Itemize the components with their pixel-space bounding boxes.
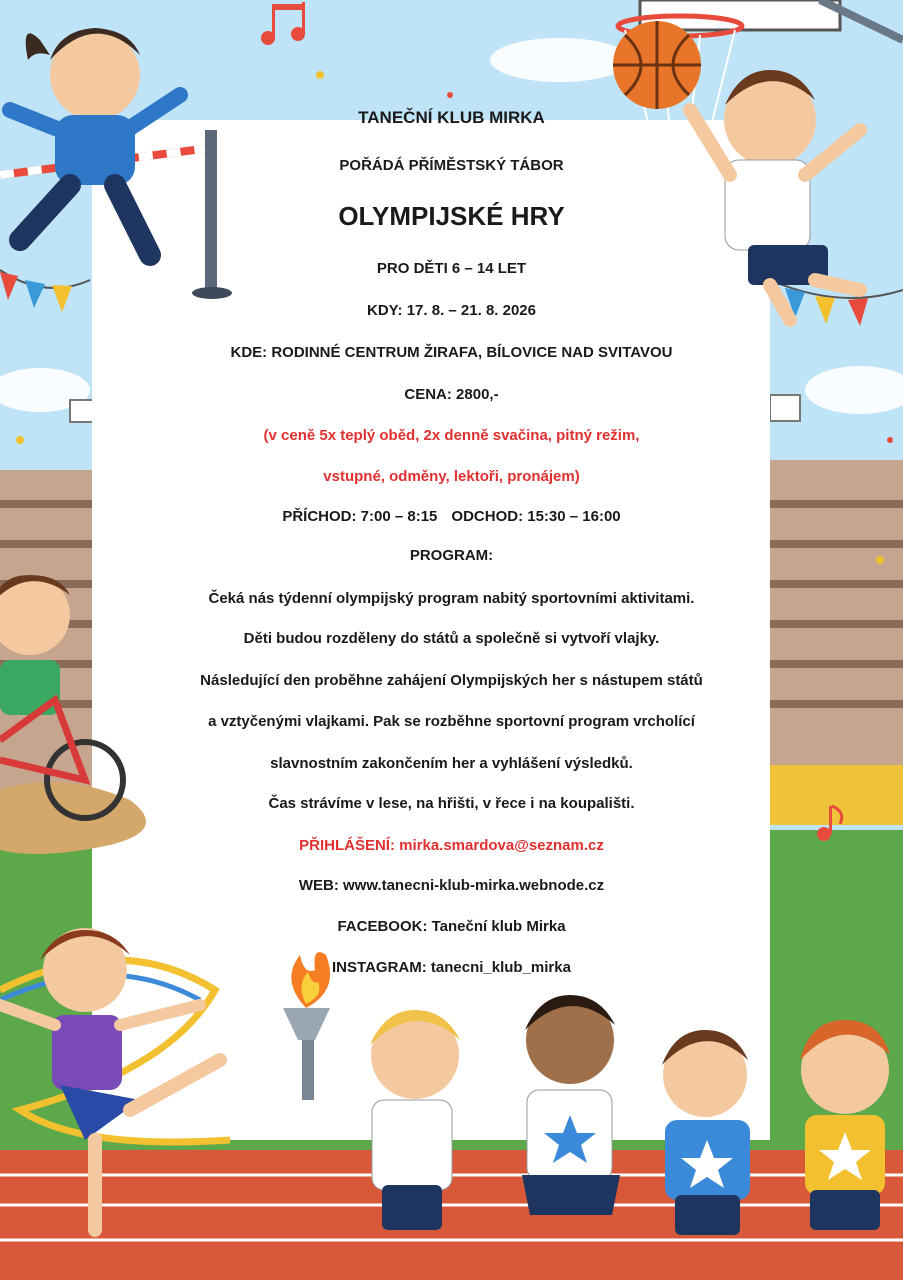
club-name: TANEČNÍ KLUB MIRKA [358, 108, 545, 127]
website-link[interactable]: WEB: www.tanecni-klub-mirka.webnode.cz [298, 877, 605, 894]
organizer-line: POŘÁDÁ PŘÍMĚSTSKÝ TÁBOR [339, 157, 564, 174]
instagram-link[interactable]: INSTAGRAM: tanecni_klub_mirka [332, 959, 571, 976]
arrival-time: PŘÍCHOD: 7:00 – 8:15 [282, 508, 438, 525]
signup-line [0, 837, 903, 854]
program-line: Následující den proběhne zahájení Olympijských her s nástupem států [200, 672, 703, 689]
program-line: a vztyčenými vlajkami. Pak se rozběhne sportovní program vrcholící [208, 713, 695, 730]
event-title: OLYMPIJSKÉ HRY [338, 201, 565, 231]
departure-time: ODCHOD: 15:30 – 16:00 [451, 508, 621, 525]
event-price: CENA: 2800,- [404, 386, 499, 403]
event-dates: KDY: 17. 8. – 21. 8. 2026 [367, 302, 536, 319]
program-line: Čas strávíme v lese, na hřišti, v řece i na koupališti. [268, 795, 635, 812]
signup-label: PŘIHLÁŠENÍ: [299, 837, 395, 854]
schedule-times [0, 508, 903, 525]
program-heading: PROGRAM: [409, 547, 494, 564]
age-range: PRO DĚTI 6 – 14 LET [376, 260, 527, 277]
event-location: KDE: RODINNÉ CENTRUM ŽIRAFA, BÍLOVICE NAD SVITAVOU [230, 344, 673, 361]
running-children [370, 995, 890, 1235]
program-line: Děti budou rozděleny do států a společně si vytvoří vlajky. [243, 630, 660, 647]
price-includes-line-1: (v ceně 5x teplý oběd, 2x denně svačina, pitný režim, [263, 427, 640, 444]
facebook-link[interactable]: FACEBOOK: Taneční klub Mirka [337, 918, 566, 935]
signup-email-link[interactable]: mirka.smardova@seznam.cz [399, 837, 604, 854]
price-includes-line-2: vstupné, odměny, lektoři, pronájem) [323, 468, 580, 485]
program-line: Čeká nás týdenní olympijský program nabitý sportovními aktivitami. [208, 590, 695, 607]
program-line: slavnostním zakončením her a vyhlášení výsledků. [270, 755, 633, 772]
